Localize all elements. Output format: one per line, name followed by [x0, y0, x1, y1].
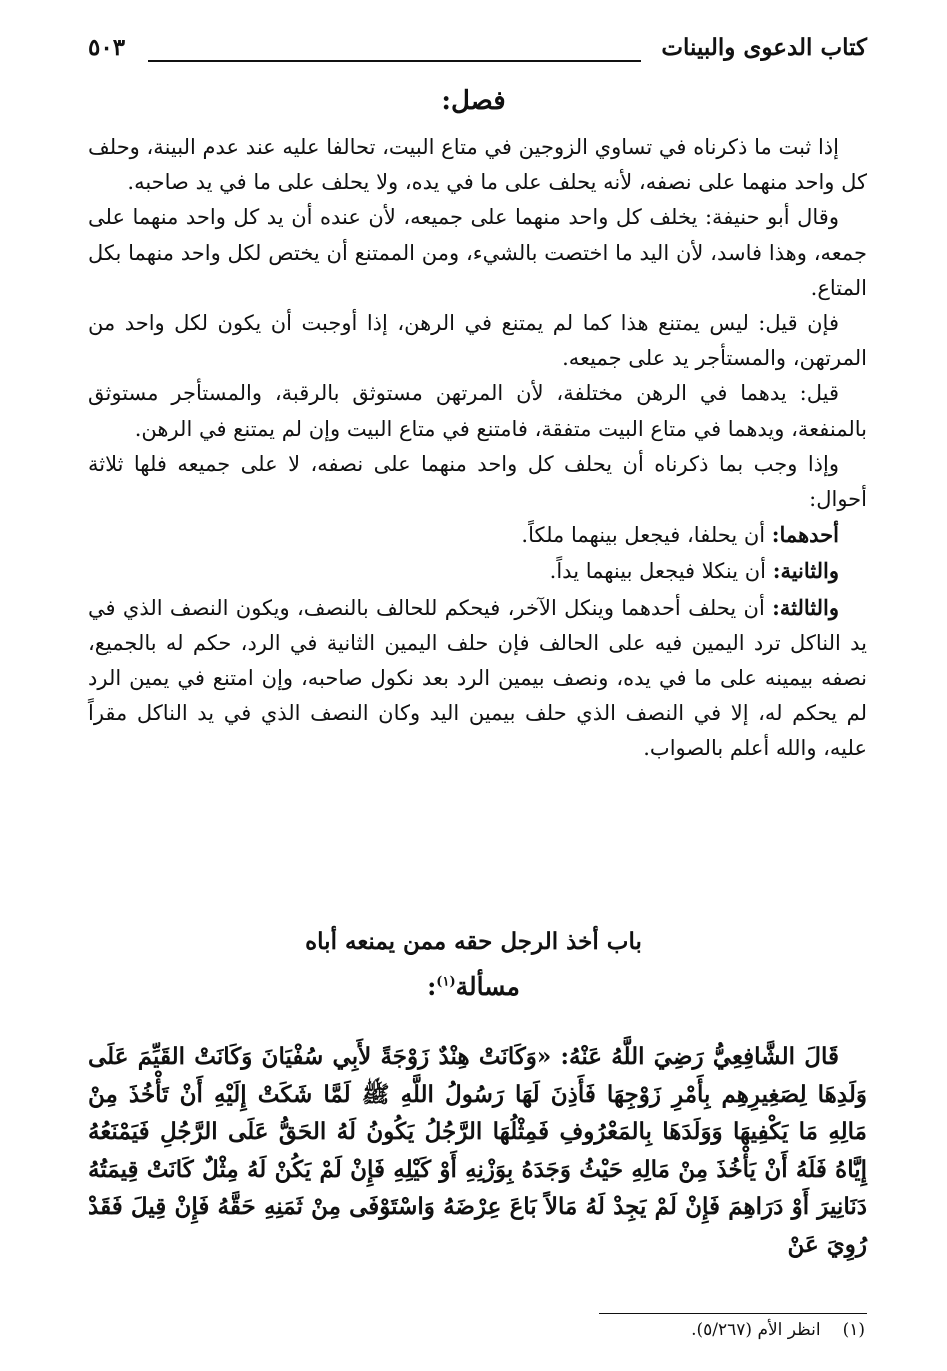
- case-text: أن يحلفا، فيجعل بينهما ملكاً.: [521, 523, 772, 548]
- paragraph: إذا ثبت ما ذكرناه في تساوي الزوجين في متاع البيت، تحالفا عليه عند عدم البينة، وحلف كل واحد منهما على نصفه، لأنه يحلف على ما في يده، ولا يحلف على ما في يد صاحبه.: [88, 135, 867, 195]
- header-rule: [148, 60, 641, 62]
- section-heading: فصل:: [441, 86, 506, 116]
- page-number: ٥٠٣: [88, 34, 126, 61]
- chapter-heading: باب أخذ الرجل حقه ممن يمنعه أباه: [305, 928, 642, 955]
- footnote-ref: (١): [436, 974, 456, 990]
- hadith-text: [88, 1038, 867, 1263]
- masala-colon: :: [427, 972, 437, 1001]
- case-item: [88, 553, 867, 589]
- case-label: والثانية:: [772, 558, 839, 584]
- paragraph: فإن قيل: ليس يمتنع هذا كما لم يمتنع في الرهن، إذا أوجبت أن يكون لكل واحد من المرتهن، والمستأجر يد على جميعه.: [88, 311, 867, 371]
- case-item: [88, 590, 867, 767]
- masala-heading: [0, 972, 947, 1001]
- masala-label: مسألة: [455, 972, 520, 1001]
- footnote-number: (١): [842, 1320, 865, 1340]
- case-label: أحدهما:: [771, 522, 839, 548]
- case-item: [88, 517, 867, 553]
- footnote: [88, 1320, 865, 1340]
- case-text: أن ينكلا فيجعل بينهما يداً.: [549, 559, 773, 584]
- book-title: كتاب الدعوى والبينات: [661, 34, 867, 61]
- footnote-rule: [599, 1313, 867, 1314]
- footnote-text: انظر الأم (٥/٢٦٧).: [691, 1320, 821, 1340]
- case-text: أن يحلف أحدهما وينكل الآخر، فيحكم للحالف بالنصف، ويكون النصف الذي في يد الناكل ترد اليمين فيه على الحالف فإن حلف اليمين الثانية في الرد، حكم له بالجميع، نصفه بيمينه على ما في يده، ونصف بيمين الرد بعد نكول صاحبه، وإن امتنع في يمين الرد لم يحكم له، إلا في النصف الذي حلف بيمين اليد وكان النصف الذي في يد الناكل مقراً عليه، والله أعلم بالصواب.: [88, 595, 867, 761]
- case-label: والثالثة:: [772, 594, 839, 620]
- paragraph: قيل: يدهما في الرهن مختلفة، لأن المرتهن مستوثق بالرقبة، والمستأجر مستوثق بالمنفعة، ويدهما في متاع البيت متفقة، فامتنع في متاع البيت وإن لم يمتنع في الرهن.: [88, 381, 867, 441]
- paragraph: وإذا وجب بما ذكرناه أن يحلف كل واحد منهما على نصفه، لا على جميعه فلها ثلاثة أحوال:: [88, 451, 867, 512]
- paragraph: وقال أبو حنيفة: يخلف كل واحد منهما على جميعه، لأن عنده أن يد كل واحد منهما على جمعه، وهذا فاسد، لأن اليد ما اختصت بالشيء، ومن الممتنع أن يختص لكل واحد منهما بكل المتاع.: [88, 205, 867, 300]
- hadith-paragraph: قَالَ الشَّافِعِيُّ رَضِيَ اللَّهُ عَنْهُ: «وَكَانَتْ هِنْدٌ زَوْجَةً لأَبِي سُفْيَانَ وَكَانَتْ القَيِّمَ عَلَى وَلَدِهَا لِصَغِيرِهِم بِأَمْرِ زَوْجِهَا فَأَذِنَ لَهَا رَسُولُ اللَّهِ ﷺ لَمَّا شَكَتْ إِلَيْهِ أَنْ تَأْخُذَ مِنْ مَالِهِ مَا يَكْفِيهَا وَوَلَدَهَا بِالمَعْرُوفِ فَمِثْلُهَا الرَّجُلُ يَكُونُ لَهُ الحَقُّ عَلَى الرَّجُلِ فَيَمْنَعُهُ إِيَّاهُ فَلَهُ أَنْ يَأْخُذَ مِنْ مَالِهِ حَيْثُ وَجَدَهُ بِوَزْنِهِ أَوْ كَيْلِهِ فَإِنْ لَمْ يَكُنْ لَهُ مِثْلٌ كَانَتْ قِيمَتُهُ دَنَانِيرَ أَوْ دَرَاهِمَ فَإِنْ لَمْ يَجِدْ لَهُ مَالاً بَاعَ عِرْضَهُ وَاسْتَوْفَى مِنْ ثَمَنِهِ حَقَّهُ فَإِنْ قِيلَ فَقَدْ رُوِيَ عَنْ: [88, 1043, 867, 1258]
- running-header: [88, 34, 867, 74]
- body-text: [88, 130, 867, 767]
